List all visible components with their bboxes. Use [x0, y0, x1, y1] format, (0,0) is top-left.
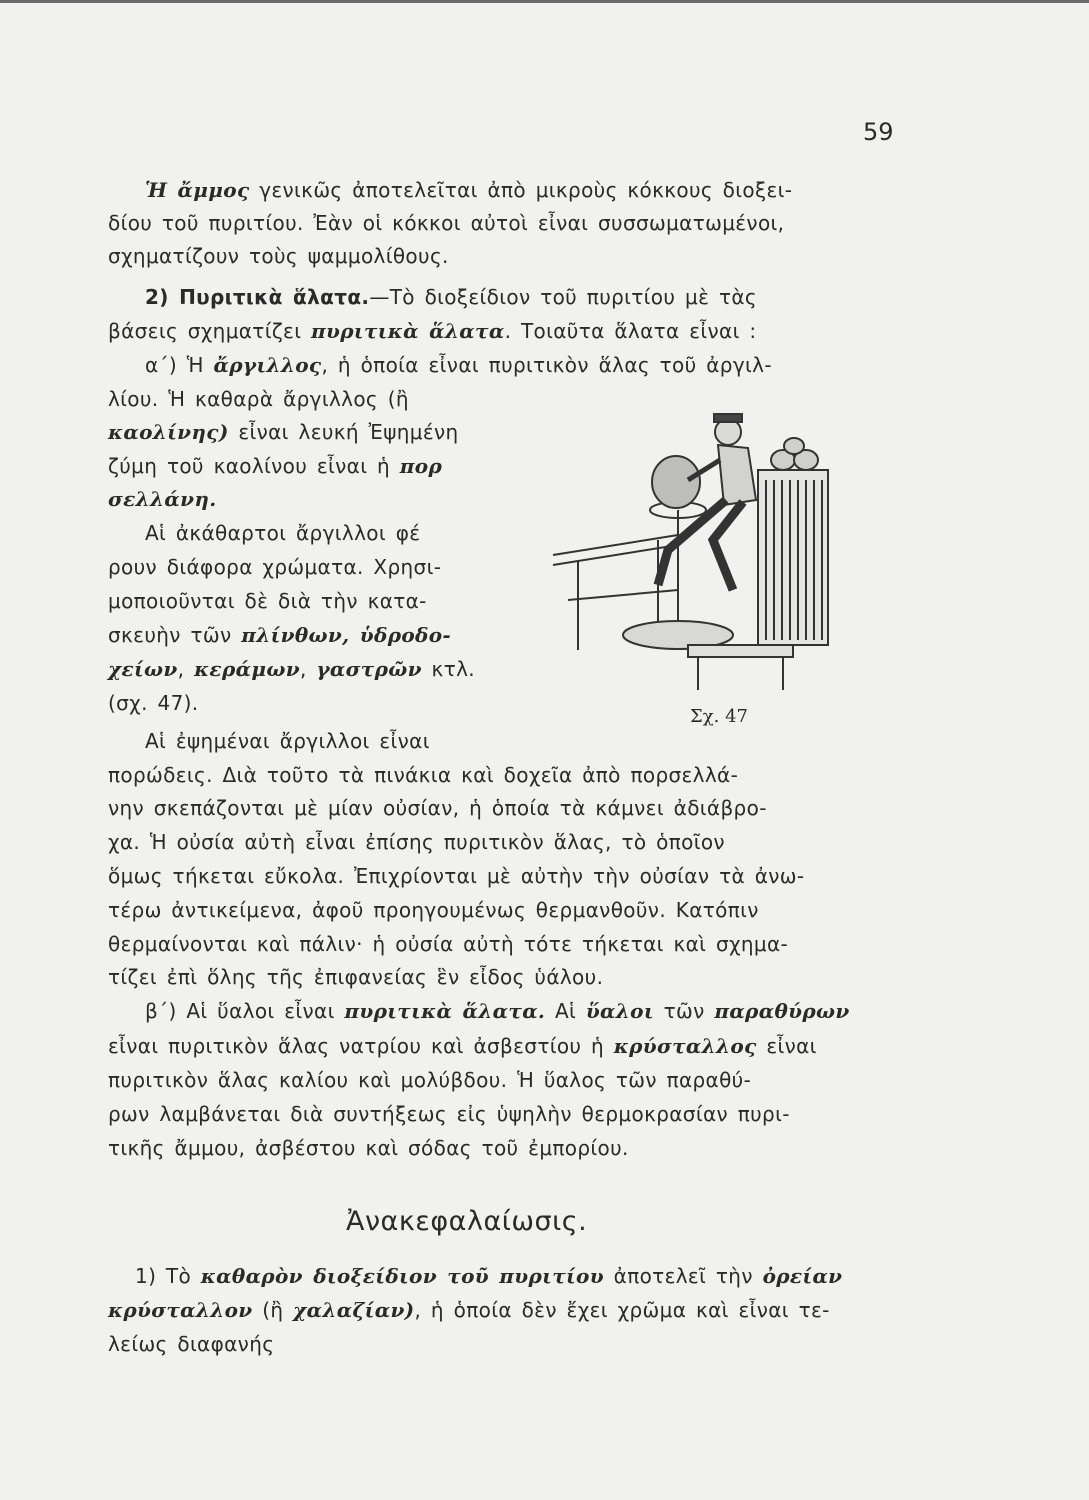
- text-line: βάσεις σχηματίζει πυριτικὰ ἅλατα. Τοιαῦτα ἅλατα εἶναι :: [108, 319, 757, 343]
- text-line: δίου τοῦ πυριτίου. Ἐὰν οἱ κόκκοι αὐτοὶ εἶναι συσσωματωμένοι,: [108, 211, 785, 235]
- text-line: νην σκεπάζονται μὲ μίαν οὐσίαν, ἡ ὁποία τὰ κάμνει ἀδιάβρο-: [108, 796, 767, 820]
- text-line: (σχ. 47).: [108, 691, 199, 715]
- text-line: θερμαίνονται καὶ πάλιν· ἡ οὐσία αὐτὴ τότε τήκεται καὶ σχημα-: [108, 932, 789, 956]
- text-line: λείως διαφανής: [108, 1332, 275, 1356]
- text-line: σχηματίζουν τοὺς ψαμμολίθους.: [108, 244, 449, 268]
- text-line: λίου. Ἡ καθαρὰ ἄργιλλος (ἢ: [108, 387, 409, 411]
- page-number: 59: [863, 118, 894, 146]
- potter-at-wheel-illustration: [548, 400, 848, 700]
- text-line: ρουν διάφορα χρώματα. Χρησι-: [108, 555, 442, 579]
- text-line: τικῆς ἄμμου, ἀσβέστου καὶ σόδας τοῦ ἐμπορίου.: [108, 1136, 629, 1160]
- text-line: σκευὴν τῶν πλίνθων, ὑδροδο-: [108, 623, 452, 647]
- page-top-edge: [0, 0, 1089, 3]
- text-line: τίζει ἐπὶ ὅλης τῆς ἐπιφανείας ἓν εἶδος ὑάλου.: [108, 965, 604, 989]
- text-line: α΄) Ἡ ἄργιλλος, ἡ ὁποία εἶναι πυριτικὸν ἅλας τοῦ ἀργιλ-: [145, 353, 772, 377]
- text-line: β΄) Αἱ ὕαλοι εἶναι πυριτικὰ ἅλατα. Αἱ ὕαλοι τῶν παραθύρων: [145, 999, 850, 1023]
- section-heading: Ἀνακεφαλαίωσις.: [346, 1206, 588, 1237]
- text-line: ρων λαμβάνεται διὰ συντήξεως εἰς ὑψηλὴν θερμοκρασίαν πυρι-: [108, 1102, 790, 1126]
- figure-caption: Σχ. 47: [690, 706, 748, 727]
- text-line: 2) Πυριτικὰ ἅλατα.—Τὸ διοξείδιον τοῦ πυριτίου μὲ τὰς: [145, 285, 757, 309]
- text-line: κρύσταλλον (ἢ χαλαζίαν), ἡ ὁποία δὲν ἔχει χρῶμα καὶ εἶναι τε-: [108, 1298, 830, 1322]
- text-line: Αἱ ἐψημέναι ἄργιλλοι εἶναι: [145, 729, 430, 753]
- text-line: 1) Τὸ καθαρὸν διοξείδιον τοῦ πυριτίου ἀποτελεῖ τὴν ὀρείαν: [135, 1264, 843, 1288]
- text-line: τέρω ἀντικείμενα, ἀφοῦ προηγουμένως θερμανθοῦν. Κατόπιν: [108, 898, 759, 922]
- text-line: Αἱ ἀκάθαρτοι ἄργιλλοι φέ: [145, 521, 421, 545]
- text-line: πυριτικὸν ἅλας καλίου καὶ μολύβδου. Ἡ ὕαλος τῶν παραθύ-: [108, 1068, 752, 1092]
- text-line: σελλάνη.: [108, 487, 217, 511]
- text-line: εἶναι πυριτικὸν ἅλας νατρίου καὶ ἀσβεστίου ἡ κρύσταλλος εἶναι: [108, 1034, 817, 1058]
- text-line: καολίνης) εἶναι λευκή Ἐψημένη: [108, 420, 459, 444]
- text-line: πορώδεις. Διὰ τοῦτο τὰ πινάκια καὶ δοχεῖα ἀπὸ πορσελλά-: [108, 763, 739, 787]
- text-line: ὅμως τήκεται εὔκολα. Ἐπιχρίονται μὲ αὐτὴν τὴν οὐσίαν τὰ ἀνω-: [108, 864, 805, 888]
- text-line: χείων, κεράμων, γαστρῶν κτλ.: [108, 657, 475, 681]
- text-line: μοποιοῦνται δὲ διὰ τὴν κατα-: [108, 589, 427, 613]
- text-line: Ἡ ἄμμος γενικῶς ἀποτελεῖται ἀπὸ μικροὺς κόκκους διοξει-: [145, 178, 793, 202]
- text-line: ζύμη τοῦ καολίνου εἶναι ἡ πορ: [108, 454, 443, 478]
- text-line: χα. Ἡ οὐσία αὐτὴ εἶναι ἐπίσης πυριτικὸν ἅλας, τὸ ὁποῖον: [108, 830, 725, 854]
